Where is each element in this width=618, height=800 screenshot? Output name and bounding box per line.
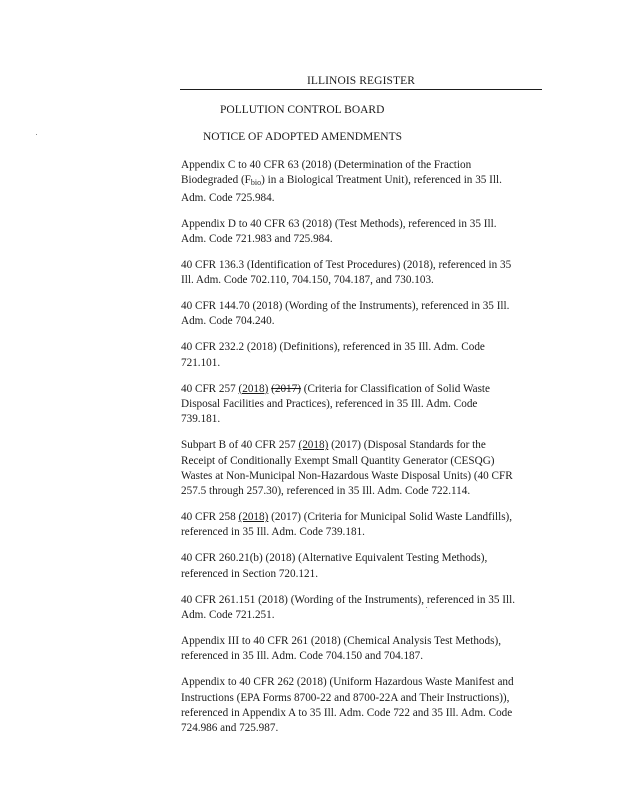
reference-entry [181, 510, 549, 541]
notice-title: NOTICE OF ADOPTED AMENDMENTS [203, 131, 403, 143]
entry-line: 721.101. [181, 356, 221, 369]
entry-line: 40 CFR 136.3 (Identification of Test Procedures) (2018), referenced in 35 [181, 258, 512, 271]
entry-line: Instructions (EPA Forms 8700-22 and 8700-22A and Their Instructions)), [181, 691, 510, 704]
entry-text: ) in a Biological Treatment Unit), referenced in 35 Ill. [261, 174, 502, 187]
entry-line [181, 510, 549, 525]
entry-line: Ill. Adm. Code 702.110, 704.150, 704.187, and 730.103. [181, 274, 434, 287]
entry-line: 40 CFR 144.70 (2018) (Wording of the Instruments), referenced in 35 Ill. [181, 300, 510, 313]
reference-entry [181, 551, 549, 582]
entry-line: Adm. Code 721.251. [181, 609, 275, 622]
inserted-text: (2018) [238, 382, 269, 395]
reference-entry [181, 438, 549, 499]
reference-entry [181, 340, 549, 371]
scan-speck [426, 607, 427, 608]
entry-line [181, 438, 549, 453]
entry-line: Wastes at Non-Municipal Non-Hazardous Waste Disposal Units) (40 CFR [181, 469, 513, 482]
reference-list [181, 158, 549, 747]
entry-text: 40 CFR 258 [181, 511, 239, 524]
reference-entry [181, 258, 549, 289]
entry-line: 724.986 and 725.987. [181, 722, 279, 735]
register-header: ILLINOIS REGISTER [306, 75, 416, 87]
entry-text: 40 CFR 257 [181, 382, 239, 395]
entry-line: 257.5 through 257.30), referenced in 35 Ill. Adm. Code 722.114. [181, 485, 471, 498]
reference-entry [181, 593, 549, 624]
entry-line [181, 382, 549, 397]
scan-speck [36, 134, 37, 135]
inserted-text: (2018) [238, 511, 269, 524]
inserted-text: (2018) [298, 439, 329, 452]
entry-line: 40 CFR 232.2 (2018) (Definitions), referenced in 35 Ill. Adm. Code [181, 341, 485, 354]
entry-line: referenced in Section 720.121. [181, 567, 318, 580]
reference-entry [181, 382, 549, 428]
entry-line: 40 CFR 261.151 (2018) (Wording of the Instruments), referenced in 35 Ill. [181, 593, 516, 606]
entry-line: referenced in Appendix A to 35 Ill. Adm. Code 722 and 35 Ill. Adm. Code [181, 706, 513, 719]
subscript-text: bio [250, 178, 262, 188]
entry-text: Biodegraded (F [181, 174, 251, 187]
reference-entry [181, 634, 549, 665]
entry-line: Adm. Code 725.984. [181, 191, 275, 204]
entry-line: 40 CFR 260.21(b) (2018) (Alternative Equivalent Testing Methods), [181, 552, 488, 565]
reference-entry [181, 675, 549, 736]
entry-line: referenced in 35 Ill. Adm. Code 739.181. [181, 526, 365, 539]
entry-line: Receipt of Conditionally Exempt Small Quantity Generator (CESQG) [181, 454, 495, 467]
entry-text: Subpart B of 40 CFR 257 [181, 439, 299, 452]
entry-text: (2017) (Criteria for Municipal Solid Waste Landfills), [268, 511, 513, 524]
entry-line: Appendix C to 40 CFR 63 (2018) (Determination of the Fraction [181, 159, 472, 171]
entry-line: referenced in 35 Ill. Adm. Code 704.150 and 704.187. [181, 650, 424, 663]
reference-entry [181, 299, 549, 330]
entry-line: Appendix to 40 CFR 262 (2018) (Uniform Hazardous Waste Manifest and [181, 676, 514, 689]
entry-line: 739.181. [181, 413, 221, 426]
entry-text: (2017) (Disposal Standards for the [328, 439, 486, 452]
entry-line: Disposal Facilities and Practices), referenced in 35 Ill. Adm. Code [181, 398, 478, 410]
entry-line: Appendix III to 40 CFR 261 (2018) (Chemical Analysis Test Methods), [181, 635, 502, 647]
board-title: POLLUTION CONTROL BOARD [220, 104, 385, 116]
entry-line: Adm. Code 704.240. [181, 315, 275, 328]
entry-text: (Criteria for Classification of Solid Waste [300, 382, 491, 395]
header-rule [180, 89, 542, 90]
entry-line: Appendix D to 40 CFR 63 (2018) (Test Methods), referenced in 35 Ill. [181, 217, 497, 230]
struck-text: (2017) [271, 382, 301, 395]
entry-line: Adm. Code 721.983 and 725.984. [181, 232, 333, 245]
entry-line [181, 173, 549, 190]
reference-entry [181, 217, 549, 248]
reference-entry [181, 158, 549, 206]
